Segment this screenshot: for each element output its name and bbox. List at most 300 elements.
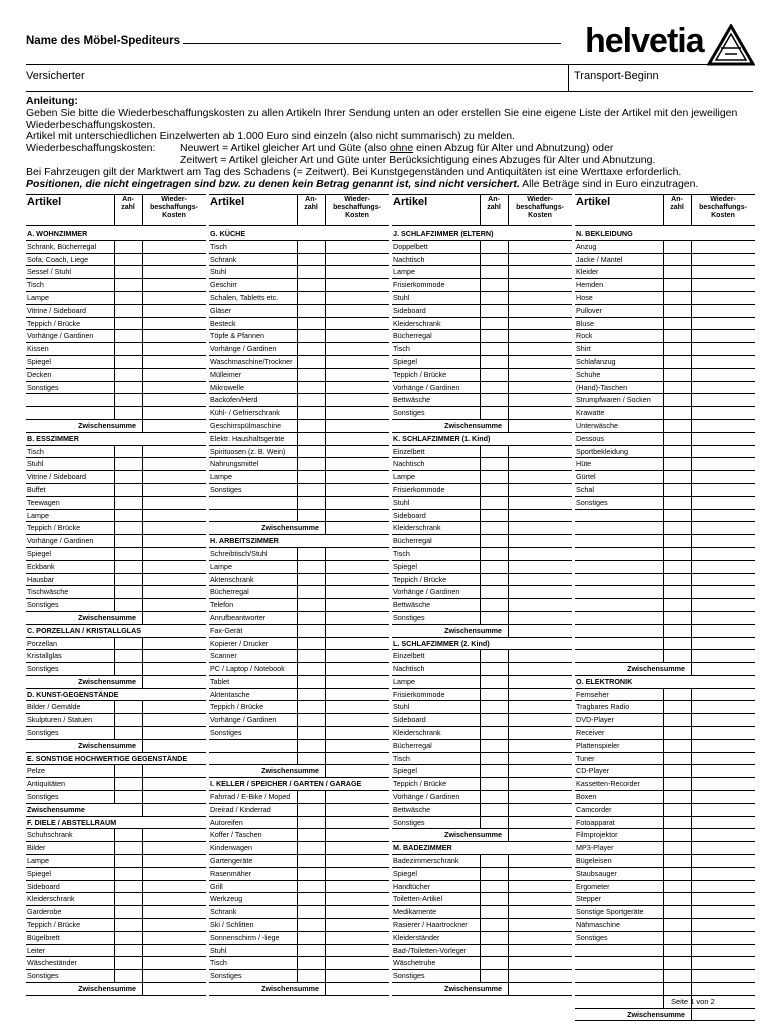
cost-cell[interactable]	[142, 305, 143, 317]
item-row[interactable]	[26, 919, 206, 932]
count-cell[interactable]	[480, 650, 481, 662]
count-cell[interactable]	[480, 919, 481, 931]
item-row[interactable]	[26, 893, 206, 906]
cost-cell[interactable]	[325, 855, 326, 867]
item-row[interactable]	[209, 369, 389, 382]
cost-cell[interactable]	[691, 484, 692, 496]
item-row[interactable]	[26, 765, 206, 778]
cost-cell[interactable]	[691, 599, 692, 611]
cost-cell[interactable]	[325, 676, 326, 688]
cost-cell[interactable]	[691, 817, 692, 829]
cost-cell[interactable]	[142, 957, 143, 969]
item-row[interactable]	[392, 458, 572, 471]
item-row[interactable]	[209, 279, 389, 292]
item-row[interactable]	[392, 471, 572, 484]
count-cell[interactable]	[480, 881, 481, 893]
item-row[interactable]	[392, 254, 572, 267]
count-cell[interactable]	[297, 625, 298, 637]
item-row[interactable]	[26, 945, 206, 958]
count-cell[interactable]	[663, 305, 664, 317]
cost-cell[interactable]	[508, 881, 509, 893]
item-row[interactable]	[26, 369, 206, 382]
item-row[interactable]	[392, 753, 572, 766]
count-cell[interactable]	[297, 689, 298, 701]
item-row[interactable]	[26, 842, 206, 855]
cost-cell[interactable]	[691, 458, 692, 470]
count-cell[interactable]	[663, 330, 664, 342]
cost-cell[interactable]	[325, 318, 326, 330]
item-row[interactable]	[575, 382, 755, 395]
item-row[interactable]	[575, 829, 755, 842]
cost-cell[interactable]	[508, 458, 509, 470]
subtotal-row[interactable]	[392, 625, 572, 638]
cost-cell[interactable]	[691, 1009, 692, 1021]
item-row[interactable]	[209, 868, 389, 881]
cost-cell[interactable]	[325, 983, 326, 995]
item-row[interactable]	[26, 855, 206, 868]
item-row[interactable]	[26, 791, 206, 804]
count-cell[interactable]	[663, 420, 664, 432]
count-cell[interactable]	[114, 893, 115, 905]
cost-cell[interactable]	[325, 305, 326, 317]
item-row[interactable]	[392, 817, 572, 830]
count-cell[interactable]	[663, 932, 664, 944]
count-cell[interactable]	[663, 753, 664, 765]
count-cell[interactable]	[663, 599, 664, 611]
item-row[interactable]	[392, 394, 572, 407]
cost-cell[interactable]	[691, 535, 692, 547]
item-row[interactable]	[209, 945, 389, 958]
cost-cell[interactable]	[325, 829, 326, 841]
cost-cell[interactable]	[325, 484, 326, 496]
count-cell[interactable]	[480, 574, 481, 586]
count-cell[interactable]	[480, 868, 481, 880]
count-cell[interactable]	[297, 842, 298, 854]
item-row[interactable]	[392, 599, 572, 612]
cost-cell[interactable]	[691, 561, 692, 573]
cost-cell[interactable]	[508, 753, 509, 765]
item-row[interactable]	[209, 318, 389, 331]
item-row[interactable]	[392, 804, 572, 817]
count-cell[interactable]	[114, 446, 115, 458]
cost-cell[interactable]	[325, 638, 326, 650]
count-cell[interactable]	[480, 484, 481, 496]
item-row[interactable]	[209, 356, 389, 369]
item-row[interactable]	[392, 318, 572, 331]
item-row[interactable]	[392, 548, 572, 561]
cost-cell[interactable]	[325, 330, 326, 342]
count-cell[interactable]	[114, 855, 115, 867]
item-row[interactable]	[26, 714, 206, 727]
count-cell[interactable]	[297, 266, 298, 278]
cost-cell[interactable]	[325, 394, 326, 406]
cost-cell[interactable]	[508, 279, 509, 291]
cost-cell[interactable]	[142, 510, 143, 522]
cost-cell[interactable]	[691, 510, 692, 522]
cost-cell[interactable]	[508, 254, 509, 266]
item-row[interactable]	[209, 266, 389, 279]
cost-cell[interactable]	[142, 612, 143, 624]
count-cell[interactable]	[297, 497, 298, 509]
count-cell[interactable]	[114, 663, 115, 675]
count-cell[interactable]	[663, 574, 664, 586]
item-row[interactable]	[26, 599, 206, 612]
cost-cell[interactable]	[142, 650, 143, 662]
item-row[interactable]	[26, 497, 206, 510]
cost-cell[interactable]	[508, 676, 509, 688]
cost-cell[interactable]	[691, 650, 692, 662]
item-row[interactable]	[209, 241, 389, 254]
count-cell[interactable]	[663, 817, 664, 829]
item-row[interactable]	[575, 612, 755, 625]
cost-cell[interactable]	[691, 842, 692, 854]
item-row[interactable]	[575, 957, 755, 970]
cost-cell[interactable]	[508, 983, 509, 995]
item-row[interactable]	[392, 906, 572, 919]
item-row[interactable]	[392, 612, 572, 625]
item-row[interactable]	[26, 957, 206, 970]
item-row[interactable]	[392, 510, 572, 523]
count-cell[interactable]	[114, 881, 115, 893]
count-cell[interactable]	[297, 791, 298, 803]
count-cell[interactable]	[480, 548, 481, 560]
item-row[interactable]	[392, 292, 572, 305]
count-cell[interactable]	[663, 829, 664, 841]
cost-cell[interactable]	[508, 625, 509, 637]
item-row[interactable]	[209, 382, 389, 395]
item-row[interactable]	[26, 868, 206, 881]
item-row[interactable]	[392, 701, 572, 714]
item-row[interactable]	[575, 241, 755, 254]
cost-cell[interactable]	[325, 574, 326, 586]
cost-cell[interactable]	[691, 343, 692, 355]
cost-cell[interactable]	[325, 689, 326, 701]
count-cell[interactable]	[663, 855, 664, 867]
item-row[interactable]	[209, 817, 389, 830]
item-row[interactable]	[575, 369, 755, 382]
count-cell[interactable]	[114, 970, 115, 982]
item-row[interactable]	[209, 292, 389, 305]
item-row[interactable]	[392, 343, 572, 356]
item-row[interactable]	[575, 804, 755, 817]
cost-cell[interactable]	[508, 804, 509, 816]
count-cell[interactable]	[114, 778, 115, 790]
cost-cell[interactable]	[691, 574, 692, 586]
cost-cell[interactable]	[508, 497, 509, 509]
cost-cell[interactable]	[142, 740, 143, 752]
item-row[interactable]	[209, 842, 389, 855]
item-row[interactable]	[209, 676, 389, 689]
cost-cell[interactable]	[325, 906, 326, 918]
cost-cell[interactable]	[691, 945, 692, 957]
item-row[interactable]	[392, 676, 572, 689]
item-row[interactable]	[26, 561, 206, 574]
count-cell[interactable]	[480, 535, 481, 547]
count-cell[interactable]	[297, 919, 298, 931]
item-row[interactable]	[392, 945, 572, 958]
item-row[interactable]	[575, 497, 755, 510]
count-cell[interactable]	[663, 279, 664, 291]
count-cell[interactable]	[480, 689, 481, 701]
cost-cell[interactable]	[691, 292, 692, 304]
cost-cell[interactable]	[142, 266, 143, 278]
count-cell[interactable]	[114, 574, 115, 586]
cost-cell[interactable]	[508, 471, 509, 483]
count-cell[interactable]	[663, 919, 664, 931]
item-row[interactable]	[392, 868, 572, 881]
cost-cell[interactable]	[508, 612, 509, 624]
cost-cell[interactable]	[325, 727, 326, 739]
item-row[interactable]	[26, 446, 206, 459]
cost-cell[interactable]	[691, 893, 692, 905]
item-row[interactable]	[575, 394, 755, 407]
count-cell[interactable]	[480, 714, 481, 726]
item-row[interactable]	[575, 510, 755, 523]
cost-cell[interactable]	[325, 369, 326, 381]
cost-cell[interactable]	[508, 446, 509, 458]
item-row[interactable]	[209, 714, 389, 727]
cost-cell[interactable]	[691, 433, 692, 445]
cost-cell[interactable]	[691, 881, 692, 893]
cost-cell[interactable]	[508, 510, 509, 522]
cost-cell[interactable]	[508, 970, 509, 982]
count-cell[interactable]	[297, 676, 298, 688]
count-cell[interactable]	[297, 817, 298, 829]
count-cell[interactable]	[114, 638, 115, 650]
cost-cell[interactable]	[691, 727, 692, 739]
cost-cell[interactable]	[142, 356, 143, 368]
count-cell[interactable]	[663, 612, 664, 624]
item-row[interactable]	[392, 855, 572, 868]
item-row[interactable]	[392, 932, 572, 945]
cost-cell[interactable]	[325, 791, 326, 803]
count-cell[interactable]	[663, 433, 664, 445]
cost-cell[interactable]	[691, 420, 692, 432]
cost-cell[interactable]	[325, 701, 326, 713]
count-cell[interactable]	[114, 369, 115, 381]
item-row[interactable]	[26, 266, 206, 279]
count-cell[interactable]	[480, 855, 481, 867]
cost-cell[interactable]	[325, 279, 326, 291]
item-row[interactable]	[575, 778, 755, 791]
cost-cell[interactable]	[325, 753, 326, 765]
count-cell[interactable]	[297, 458, 298, 470]
cost-cell[interactable]	[691, 753, 692, 765]
cost-cell[interactable]	[508, 650, 509, 662]
item-row[interactable]	[209, 574, 389, 587]
subtotal-row[interactable]	[26, 420, 206, 433]
count-cell[interactable]	[114, 510, 115, 522]
item-row[interactable]	[209, 663, 389, 676]
count-cell[interactable]	[480, 407, 481, 419]
cost-cell[interactable]	[508, 574, 509, 586]
count-cell[interactable]	[114, 829, 115, 841]
cost-cell[interactable]	[142, 714, 143, 726]
cost-cell[interactable]	[142, 599, 143, 611]
cost-cell[interactable]	[691, 279, 692, 291]
count-cell[interactable]	[480, 266, 481, 278]
item-row[interactable]	[26, 254, 206, 267]
count-cell[interactable]	[663, 369, 664, 381]
count-cell[interactable]	[297, 292, 298, 304]
cost-cell[interactable]	[691, 689, 692, 701]
item-row[interactable]	[392, 330, 572, 343]
item-row[interactable]	[575, 535, 755, 548]
count-cell[interactable]	[114, 791, 115, 803]
count-cell[interactable]	[480, 561, 481, 573]
cost-cell[interactable]	[142, 484, 143, 496]
count-cell[interactable]	[663, 970, 664, 982]
cost-cell[interactable]	[142, 343, 143, 355]
item-row[interactable]	[575, 701, 755, 714]
item-row[interactable]	[26, 970, 206, 983]
cost-cell[interactable]	[508, 868, 509, 880]
cost-cell[interactable]	[325, 433, 326, 445]
subtotal-row[interactable]	[26, 740, 206, 753]
cost-cell[interactable]	[325, 446, 326, 458]
item-row[interactable]	[392, 484, 572, 497]
cost-cell[interactable]	[142, 829, 143, 841]
count-cell[interactable]	[114, 548, 115, 560]
cost-cell[interactable]	[142, 983, 143, 995]
count-cell[interactable]	[297, 318, 298, 330]
cost-cell[interactable]	[508, 791, 509, 803]
cost-cell[interactable]	[691, 522, 692, 534]
cost-cell[interactable]	[142, 701, 143, 713]
cost-cell[interactable]	[325, 382, 326, 394]
count-cell[interactable]	[114, 906, 115, 918]
item-row[interactable]	[575, 420, 755, 433]
cost-cell[interactable]	[508, 586, 509, 598]
cost-cell[interactable]	[325, 881, 326, 893]
cost-cell[interactable]	[691, 330, 692, 342]
item-row[interactable]	[575, 446, 755, 459]
cost-cell[interactable]	[691, 305, 692, 317]
item-row[interactable]	[575, 574, 755, 587]
cost-cell[interactable]	[508, 484, 509, 496]
item-row[interactable]	[392, 407, 572, 420]
cost-cell[interactable]	[142, 420, 143, 432]
count-cell[interactable]	[297, 394, 298, 406]
cost-cell[interactable]	[508, 957, 509, 969]
item-row[interactable]	[575, 471, 755, 484]
cost-cell[interactable]	[325, 919, 326, 931]
item-row[interactable]	[26, 932, 206, 945]
item-row[interactable]	[209, 343, 389, 356]
count-cell[interactable]	[297, 407, 298, 419]
count-cell[interactable]	[114, 714, 115, 726]
count-cell[interactable]	[297, 241, 298, 253]
count-cell[interactable]	[480, 241, 481, 253]
item-row[interactable]	[209, 906, 389, 919]
count-cell[interactable]	[297, 356, 298, 368]
item-row[interactable]	[392, 369, 572, 382]
cost-cell[interactable]	[508, 689, 509, 701]
count-cell[interactable]	[480, 701, 481, 713]
item-row[interactable]	[392, 970, 572, 983]
cost-cell[interactable]	[691, 804, 692, 816]
count-cell[interactable]	[663, 996, 664, 1008]
count-cell[interactable]	[663, 522, 664, 534]
item-row[interactable]	[26, 701, 206, 714]
cost-cell[interactable]	[142, 855, 143, 867]
item-row[interactable]	[575, 266, 755, 279]
count-cell[interactable]	[297, 510, 298, 522]
count-cell[interactable]	[297, 599, 298, 611]
item-row[interactable]	[209, 650, 389, 663]
cost-cell[interactable]	[142, 458, 143, 470]
cost-cell[interactable]	[142, 394, 143, 406]
item-row[interactable]	[209, 625, 389, 638]
item-row[interactable]	[392, 957, 572, 970]
item-row[interactable]	[26, 522, 206, 535]
cost-cell[interactable]	[508, 740, 509, 752]
count-cell[interactable]	[114, 330, 115, 342]
cost-cell[interactable]	[691, 957, 692, 969]
cost-cell[interactable]	[325, 266, 326, 278]
item-row[interactable]	[209, 561, 389, 574]
item-row[interactable]	[26, 343, 206, 356]
count-cell[interactable]	[480, 497, 481, 509]
cost-cell[interactable]	[508, 318, 509, 330]
subtotal-row[interactable]	[26, 804, 206, 817]
cost-cell[interactable]	[325, 650, 326, 662]
cost-cell[interactable]	[691, 241, 692, 253]
item-row[interactable]	[392, 778, 572, 791]
cost-cell[interactable]	[691, 369, 692, 381]
count-cell[interactable]	[480, 727, 481, 739]
cost-cell[interactable]	[508, 829, 509, 841]
item-row[interactable]	[575, 484, 755, 497]
count-cell[interactable]	[480, 753, 481, 765]
item-row[interactable]	[209, 855, 389, 868]
count-cell[interactable]	[297, 868, 298, 880]
count-cell[interactable]	[663, 689, 664, 701]
count-cell[interactable]	[297, 638, 298, 650]
item-row[interactable]	[209, 957, 389, 970]
item-row[interactable]	[26, 881, 206, 894]
item-row[interactable]	[392, 650, 572, 663]
count-cell[interactable]	[663, 254, 664, 266]
cost-cell[interactable]	[325, 420, 326, 432]
count-cell[interactable]	[114, 266, 115, 278]
cost-cell[interactable]	[325, 804, 326, 816]
cost-cell[interactable]	[142, 778, 143, 790]
count-cell[interactable]	[114, 471, 115, 483]
cost-cell[interactable]	[325, 599, 326, 611]
count-cell[interactable]	[663, 638, 664, 650]
cost-cell[interactable]	[142, 906, 143, 918]
item-row[interactable]	[209, 497, 389, 510]
count-cell[interactable]	[297, 701, 298, 713]
item-row[interactable]	[209, 689, 389, 702]
item-row[interactable]	[575, 689, 755, 702]
item-row[interactable]	[392, 727, 572, 740]
cost-cell[interactable]	[142, 369, 143, 381]
count-cell[interactable]	[297, 753, 298, 765]
count-cell[interactable]	[480, 382, 481, 394]
count-cell[interactable]	[663, 266, 664, 278]
item-row[interactable]	[392, 382, 572, 395]
count-cell[interactable]	[114, 701, 115, 713]
count-cell[interactable]	[480, 676, 481, 688]
item-row[interactable]	[575, 970, 755, 983]
cost-cell[interactable]	[325, 765, 326, 777]
count-cell[interactable]	[114, 292, 115, 304]
cost-cell[interactable]	[142, 945, 143, 957]
count-cell[interactable]	[480, 945, 481, 957]
item-row[interactable]	[392, 893, 572, 906]
